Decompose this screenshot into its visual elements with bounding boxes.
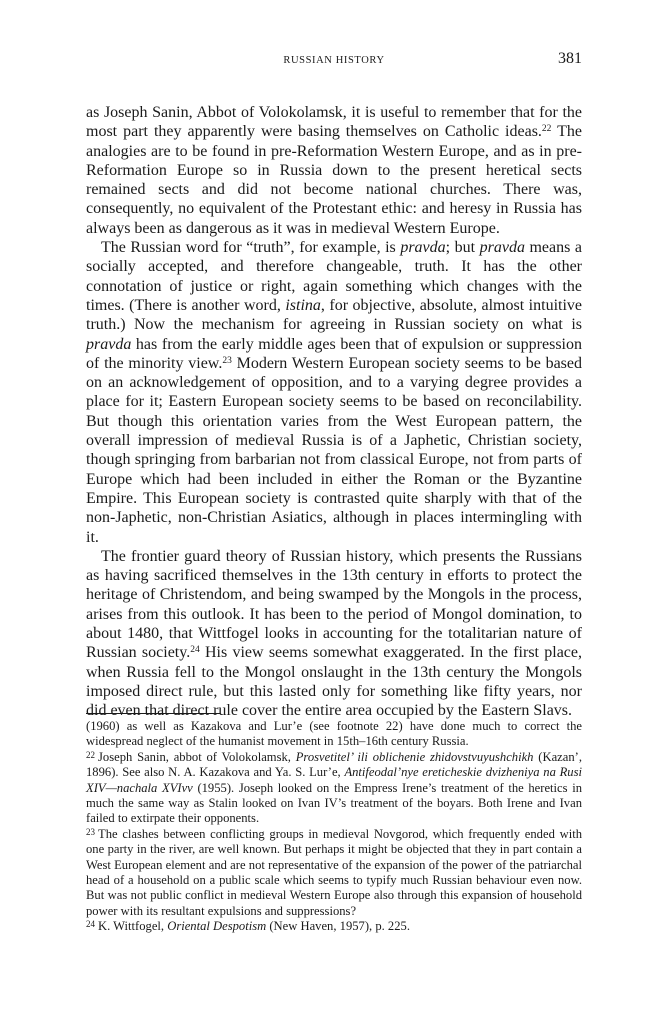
italic-term: pravda	[479, 239, 525, 257]
paragraph-3	[86, 547, 582, 721]
italic-term: pravda	[400, 239, 446, 257]
italic-title: Prosvetitel’ ili oblichenie zhidovstvuyushchikh	[295, 749, 534, 764]
footnote-ref-22: 22	[541, 124, 552, 135]
footnote-number: 24	[86, 919, 95, 930]
footnote-ref-24: 24	[190, 645, 200, 656]
running-title: RUSSIAN HISTORY	[283, 55, 385, 66]
page-number: 381	[558, 50, 582, 67]
italic-title: Oriental Despotism	[167, 919, 267, 934]
text-run: means a socially accepted, and therefore changeable, truth. It has the other connotation of justice or right, again something which changes with the times. (There is another word,	[86, 239, 583, 314]
paragraph-2	[86, 238, 582, 547]
footnote-number: 22	[86, 749, 95, 760]
text-run: His view seems somewhat exaggerated. In the first place, when Russia fell to the Mongol onslaught in the 13th century the Mongols imposed direct rule, but this lasted only for something like fifty years, nor did even that direct rule cover the entire area occupied by the Eastern Slavs.	[86, 644, 583, 720]
footnote-24	[86, 919, 582, 934]
footnote-rule	[86, 713, 220, 714]
footnote-22	[86, 750, 582, 827]
text-run: as Joseph Sanin, Abbot of Volokolamsk, it is useful to remember that for the most part they apparently were basing themselves on Catholic ideas.	[86, 104, 582, 141]
italic-title: Antifeodal’nye ereticheskie dvizheniya na Rusi XIV—nachala XVIvv	[86, 765, 582, 795]
text-run: (1955). Joseph looked on the Empress Irene’s treatment of the heretics in much the same way as Stalin looked on Ivan IV’s treatment of the boyars. Both Irene and Ivan failed to extirpate their opponents.	[86, 780, 583, 826]
text-run: has from the early middle ages been that of expulsion or suppression of the minority view.	[86, 335, 582, 372]
paragraph-1	[86, 103, 582, 238]
text-run: K. Wittfogel,	[98, 919, 168, 934]
text-run: The analogies are to be found in pre-Reformation Western Europe, and as in pre-Reformation Europe so in Russia down to the present heretical sects remained sects and did not become national churches. There was, consequently, no equivalent of the Protestant ethic: and heresy in Russia has always been as dangerous as it was in medieval Western Europe.	[86, 123, 582, 237]
text-run: The frontier guard theory of Russian history, which presents the Russians as having sacrificed themselves in the 13th century in efforts to protect the heritage of Christendom, and being swamped by the Mongols in the process, arises from this outlook. It has been to the period of Mongol domination, to about 1480, that Wittfogel looks in accounting for the totalitarian nature of Russian society.	[86, 547, 582, 662]
footnotes	[86, 719, 582, 935]
text-run: (1960) as well as Kazakova and Lur’e (see footnote 22) have done much to correct the widespread neglect of the humanist movement in 15th–16th century Russia.	[86, 719, 582, 749]
text-run: Joseph Sanin, abbot of Volokolamsk,	[98, 749, 296, 764]
text-run: The clashes between conflicting groups in medieval Novgorod, which frequently ended with one party in the river, are well known. But perhaps it might be objected that they in part contain a West European element and are not representative of the expansion of the power of the patriarchal head of a household on a public scale which seems to typify much Russian behaviour even now. But was not public conflict in medieval Western Europe also through this expansion of household power with its resultant expulsions and suppressions?	[86, 826, 582, 918]
text-run: , for objective, absolute, almost intuitive truth.) Now the mechanism for agreeing in Russian society on what is	[86, 296, 582, 334]
italic-term: pravda	[86, 335, 132, 353]
italic-term: istina	[285, 296, 321, 314]
text-run: The Russian word for “truth”, for example, is	[101, 239, 401, 257]
text-run: ; but	[445, 239, 480, 257]
text-run: (Kazan’, 1896). See also N. A. Kazakova and Ya. S. Lur’e,	[86, 749, 582, 780]
footnote-ref-23: 23	[222, 355, 232, 366]
body-text	[86, 103, 582, 721]
footnote-23	[86, 827, 582, 919]
text-run: Modern Western European society seems to be based on an acknowledgement of opposition, and to a varying degree provides a place for it; Eastern European society seems to be based on reconcilability. But though this orientation varies from the West European pattern, the overall impression of medieval Russia is of a Japhetic, Christian society, though springing from barbarian not from classical Europe, not from parts of Europe which had been included in either the Roman or the Byzantine Empire. This European society is contrasted quite sharply with that of the non-Japhetic, non-Christian Asiatics, although in places intermingling with it.	[86, 354, 583, 546]
footnote-number: 23	[86, 826, 95, 837]
text-run: (New Haven, 1957), p. 225.	[266, 919, 410, 934]
page-header	[86, 50, 582, 76]
footnote-continuation	[86, 719, 582, 750]
